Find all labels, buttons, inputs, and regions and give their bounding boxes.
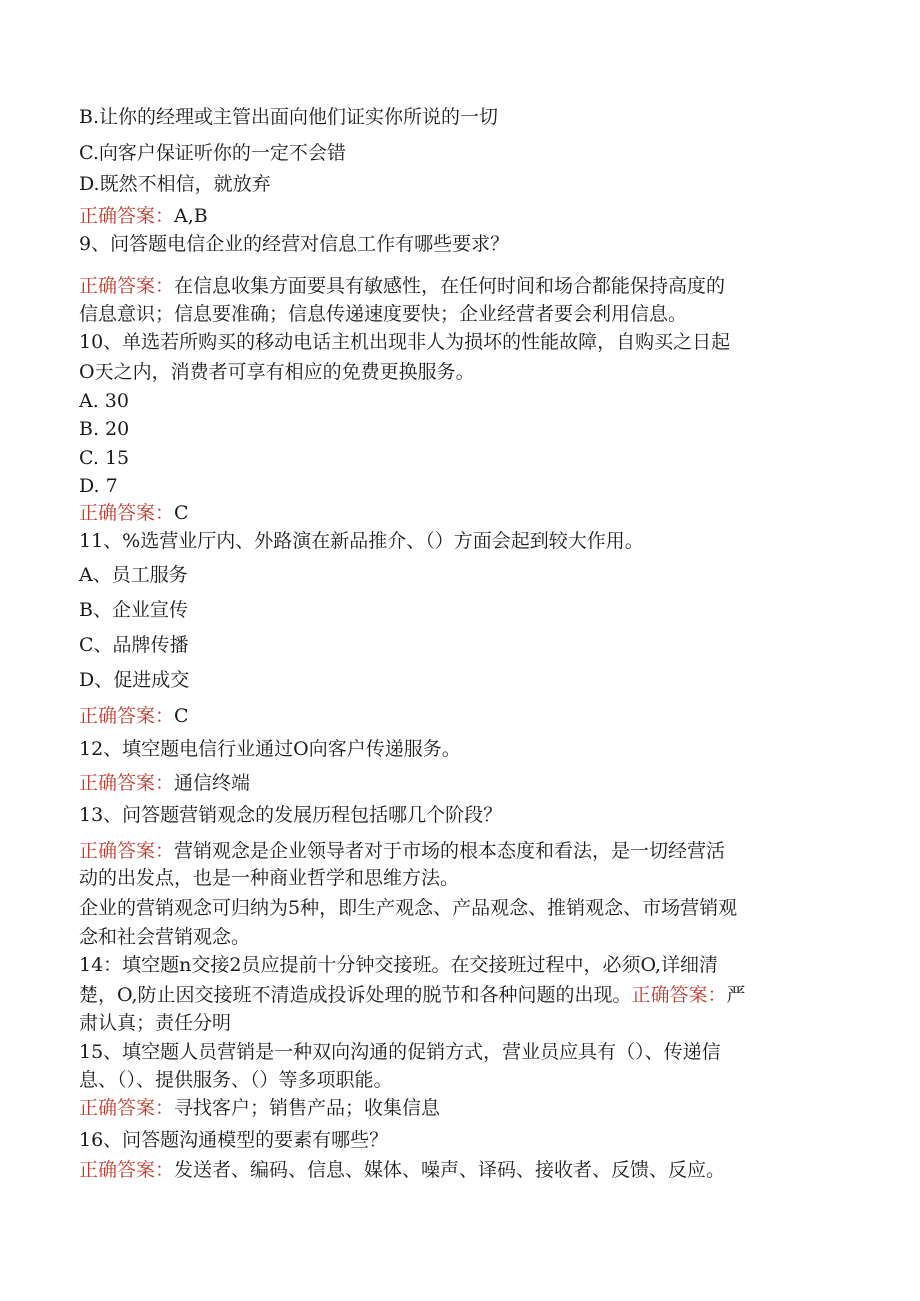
question-11: 11、%选营业厅内、外路演在新品推介、（）方面会起到较大作用。	[79, 530, 644, 552]
answer-label: 正确答案：	[631, 984, 727, 1006]
option-a-q11: A、员工服务	[79, 564, 188, 586]
answer-q14: 肃认真；责任分明	[79, 1012, 232, 1034]
option-c-q10: C. 15	[79, 447, 130, 469]
answer-label: 正确答案：	[79, 502, 175, 524]
option-b-q11: B、企业宣传	[79, 599, 188, 621]
answer-q8: 正确答案：A,B	[79, 205, 208, 227]
option-c-q8: C.向客户保证听你的一定不会错	[79, 142, 346, 164]
option-d-q10: D. 7	[79, 475, 118, 497]
answer-label: 正确答案：	[79, 205, 175, 227]
answer-q9: 正确答案：在信息收集方面要具有敏感性，在任何时间和场合都能保持高度的	[79, 275, 726, 297]
question-16: 16、问答题沟通模型的要素有哪些？	[79, 1129, 389, 1151]
answer-q13-cont3: 念和社会营销观念。	[79, 926, 251, 948]
question-10: 10、单选若所购买的移动电话主机出现非人为损坏的性能故障，自购买之日起	[79, 331, 731, 353]
answer-q13-cont2: 企业的营销观念可归纳为5种，即生产观念、产品观念、推销观念、市场营销观	[79, 897, 738, 919]
option-c-q11: C、品牌传播	[79, 634, 189, 656]
option-b-q10: B. 20	[79, 418, 130, 440]
question-12: 12、填空题电信行业通过O向客户传递服务。	[79, 738, 461, 760]
answer-q16: 正确答案：发送者、编码、信息、媒体、噪声、译码、接收者、反馈、反应。	[79, 1159, 726, 1181]
option-d-q8: D.既然不相信，就放弃	[79, 173, 271, 195]
answer-label: 正确答案：	[79, 705, 175, 727]
answer-q11: 正确答案：C	[79, 705, 189, 727]
answer-label: 正确答案：	[79, 1097, 175, 1119]
answer-q13-cont: 动的出发点，也是一种商业哲学和思维方法。	[79, 867, 460, 889]
answer-label: 正确答案：	[79, 275, 175, 297]
question-13: 13、问答题营销观念的发展历程包括哪几个阶段？	[79, 804, 503, 826]
option-a-q10: A. 30	[79, 390, 129, 412]
answer-q13: 正确答案：营销观念是企业领导者对于市场的根本态度和看法，是一切经营活	[79, 840, 726, 862]
option-d-q11: D、促进成交	[79, 669, 190, 691]
question-9: 9、问答题电信企业的经营对信息工作有哪些要求？	[79, 233, 510, 255]
question-15-cont: 息、（）、提供服务、（）等多项职能。	[79, 1069, 393, 1091]
answer-label: 正确答案：	[79, 1159, 175, 1181]
answer-label: 正确答案：	[79, 772, 175, 794]
question-14: 14：填空题n交接2员应提前十分钟交接班。在交接班过程中，必须O,详细清	[79, 954, 719, 976]
answer-q9-cont: 信息意识；信息要准确；信息传递速度要快；企业经营者要会利用信息。	[79, 303, 688, 325]
question-15: 15、填空题人员营销是一种双向沟通的促销方式，营业员应具有（）、传递信	[79, 1041, 721, 1063]
answer-q10: 正确答案：C	[79, 502, 189, 524]
question-10-cont: O天之内，消费者可享有相应的免费更换服务。	[79, 361, 475, 383]
answer-label: 正确答案：	[79, 840, 175, 862]
option-b-q8: B.让你的经理或主管出面向他们证实你所说的一切	[79, 106, 499, 128]
question-14-cont: 楚，O,防止因交接班不清造成投诉处理的脱节和各种问题的出现。正确答案：严	[79, 984, 746, 1006]
answer-q12: 正确答案：通信终端	[79, 772, 251, 794]
answer-q15: 正确答案：寻找客户；销售产品；收集信息	[79, 1097, 441, 1119]
